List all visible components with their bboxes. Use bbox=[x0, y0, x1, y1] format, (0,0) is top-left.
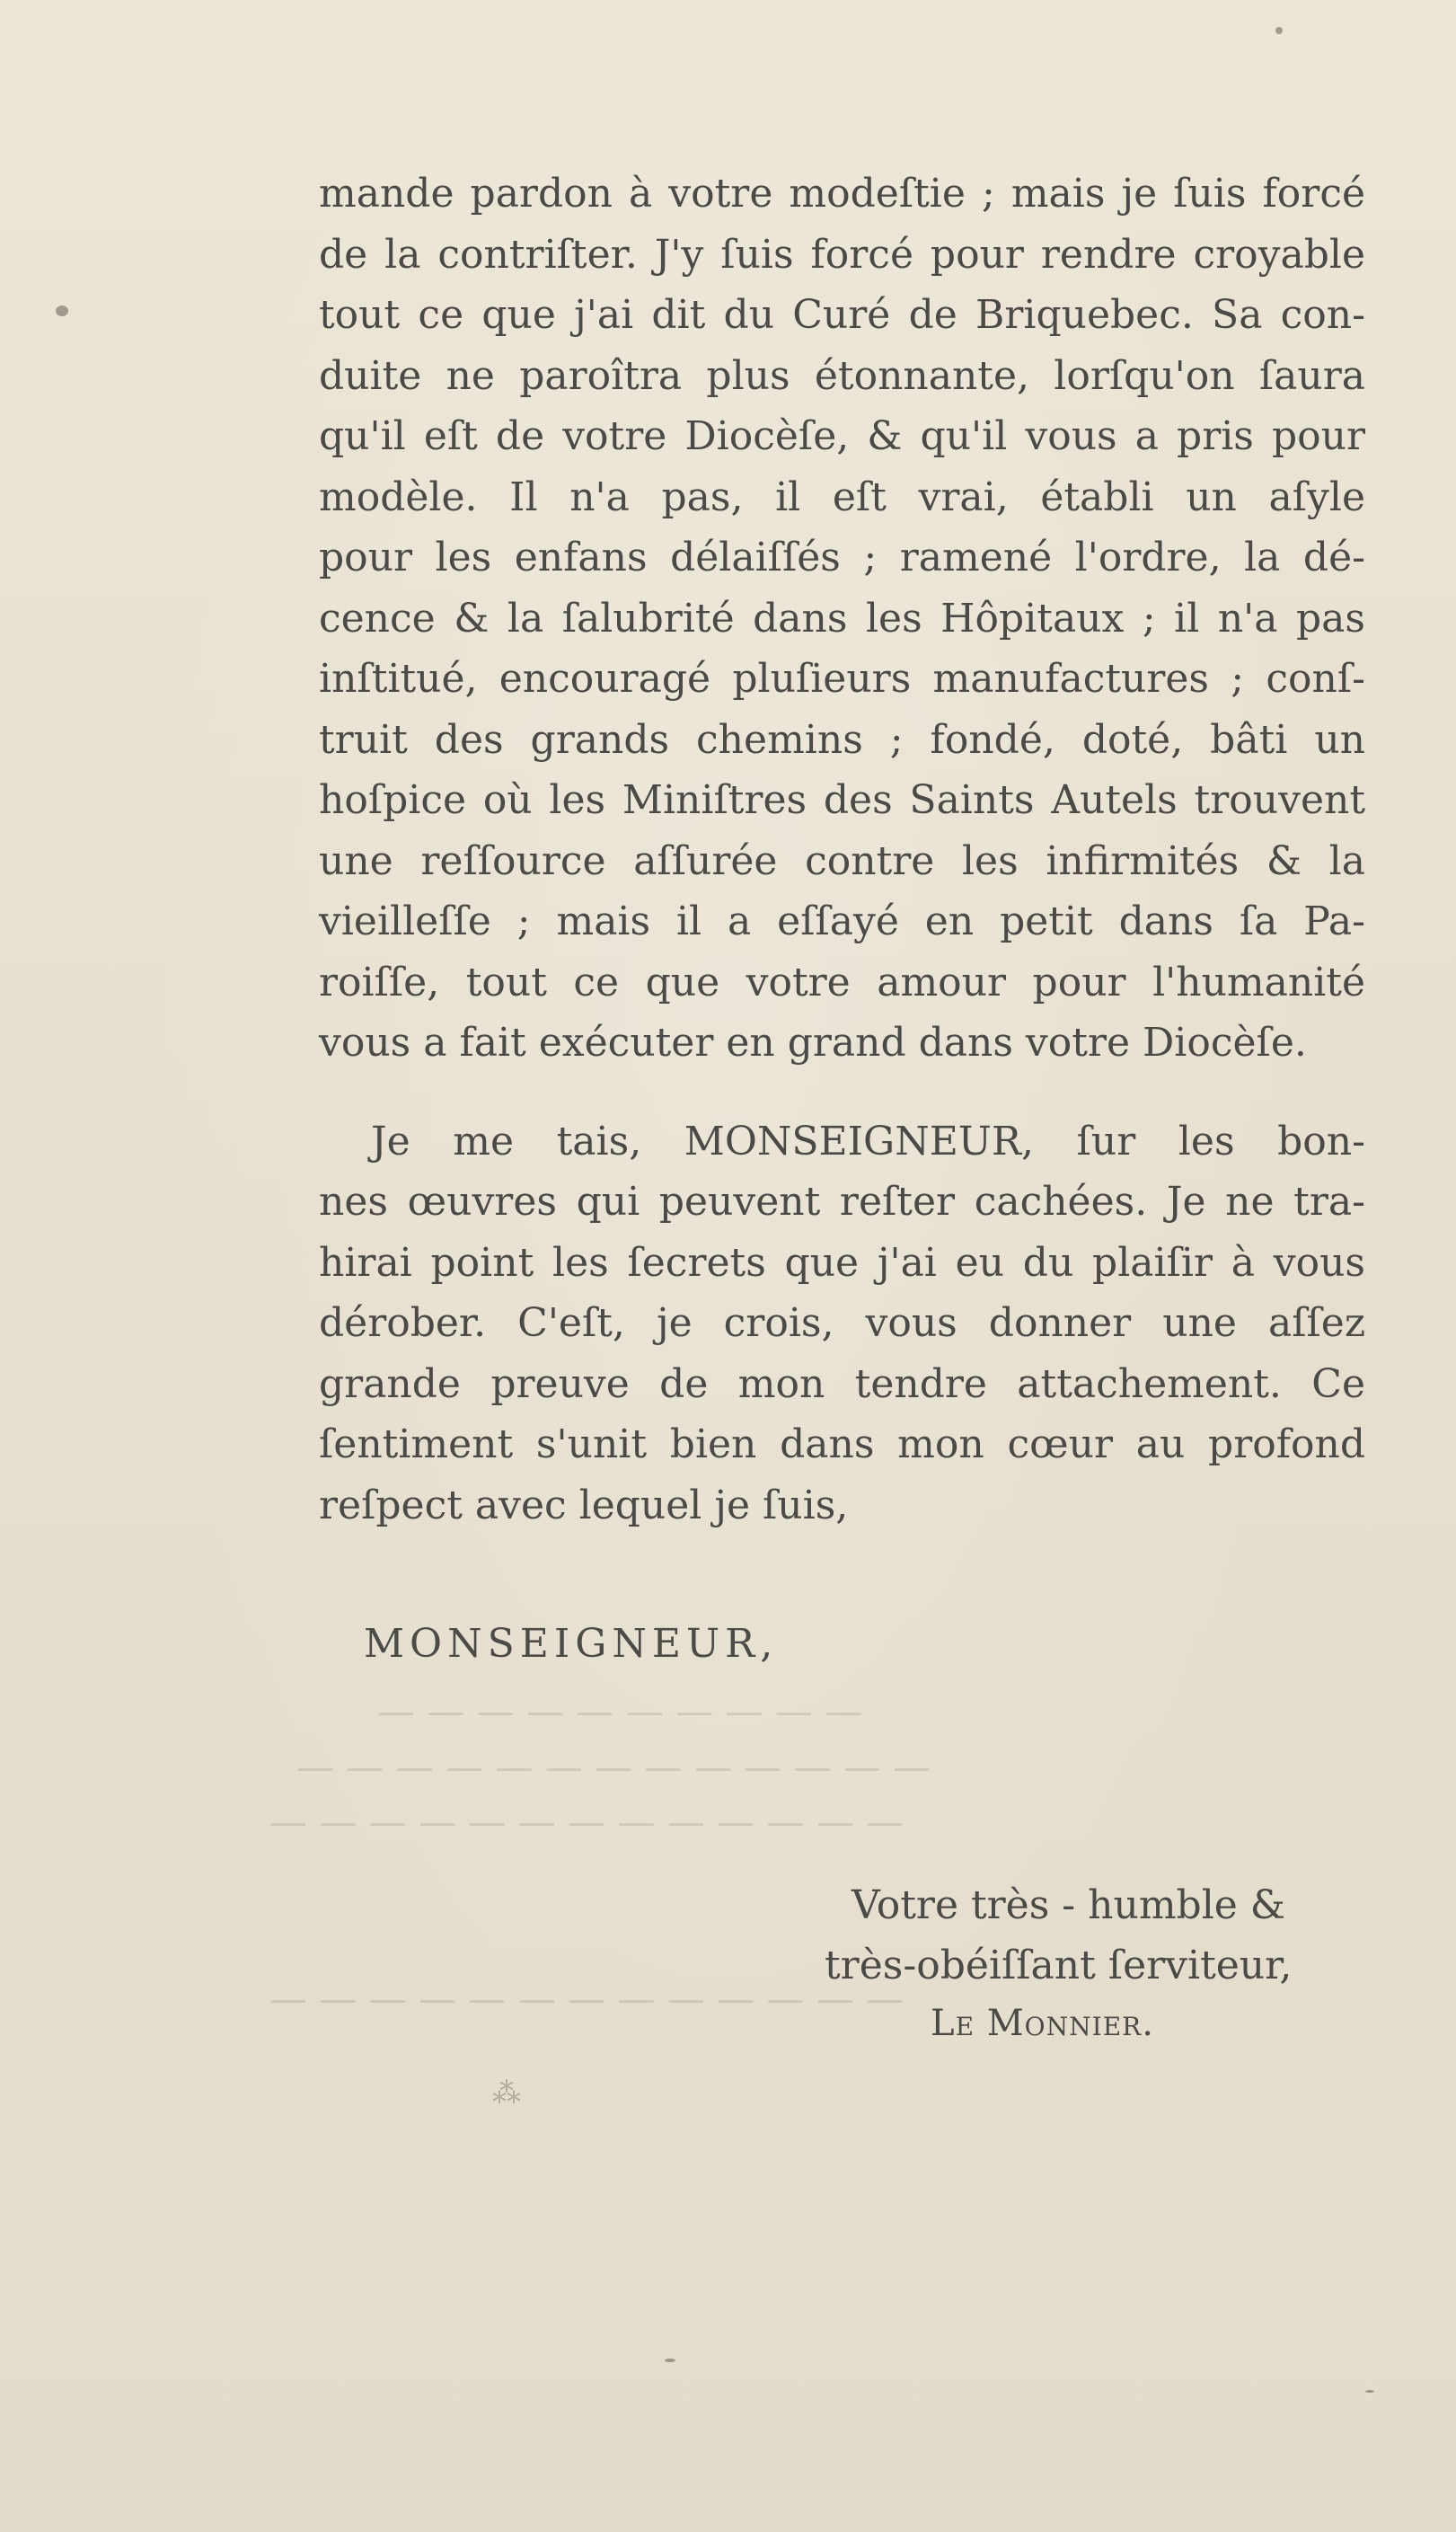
text-line: tout ce que j'ai dit du Curé de Briquebec. Sa con- bbox=[319, 292, 1365, 338]
text-line: ſentiment s'unit bien dans mon cœur au profond bbox=[319, 1421, 1365, 1467]
salutation: MONSEIGNEUR, bbox=[364, 1621, 779, 1667]
closing-line: Votre très - humble & bbox=[852, 1882, 1285, 1928]
paragraph-2 bbox=[319, 1111, 1365, 1536]
text-line: hirai point les ſecrets que j'ai eu du plaiſir à vous bbox=[319, 1239, 1365, 1286]
text-line: cence & la ſalubrité dans les Hôpitaux ; il n'a pas bbox=[319, 595, 1365, 642]
paper-speck bbox=[56, 305, 68, 316]
text-line: pour les enfans délaiſſés ; ramené l'ordre, la dé- bbox=[319, 535, 1365, 580]
text-line: reſpect avec lequel je ſuis, bbox=[319, 1482, 849, 1528]
text-line: hoſpice où les Miniſtres des Saints Autels trouvent bbox=[319, 777, 1365, 823]
paper-speck bbox=[1275, 27, 1283, 34]
text-line: mande pardon à votre modeſtie ; mais je ſuis forcé bbox=[319, 171, 1365, 217]
text-line: qu'il eſt de votre Diocèſe, & qu'il vous a pris pour bbox=[319, 413, 1365, 459]
text-line: inſtitué, encouragé pluſieurs manufactures ; conſ- bbox=[319, 656, 1365, 702]
text-line: Je me tais, MONSEIGNEUR, ſur les bon- bbox=[371, 1118, 1365, 1164]
closing-line: très-obéiſſant ſerviteur, bbox=[825, 1943, 1293, 1988]
text-line: duite ne paroîtra plus étonnante, lorſqu'on ſaura bbox=[319, 352, 1365, 399]
text-line: roiſſe, tout ce que votre amour pour l'humanité bbox=[319, 959, 1365, 1005]
show-through-text: — — — — — — — — — — bbox=[377, 1689, 863, 1733]
text-line: de la contriſter. J'y ſuis forcé pour rendre croyable bbox=[319, 231, 1365, 278]
paper-speck bbox=[665, 2359, 675, 2362]
text-line: vieilleſſe ; mais il a eſſayé en petit dans ſa Pa- bbox=[319, 899, 1365, 944]
paper-speck bbox=[1365, 2390, 1374, 2393]
show-through-text: — — — — — — — — — — — — — bbox=[269, 1800, 904, 1844]
show-through-text: — — — — — — — — — — — — — bbox=[269, 1977, 904, 2021]
text-line: nes œuvres qui peuvent reſter cachées. Je ne tra- bbox=[319, 1179, 1365, 1225]
letter-body bbox=[319, 164, 1365, 1536]
show-through-text: — — — — — — — — — — — — — bbox=[296, 1745, 931, 1789]
text-line: vous a fait exécuter en grand dans votre Diocèſe. bbox=[319, 1020, 1307, 1066]
text-line: modèle. Il n'a pas, il eſt vrai, établi un aſyle bbox=[319, 474, 1365, 520]
printer-mark: ⁂ bbox=[492, 2076, 521, 2110]
paragraph-1 bbox=[319, 164, 1365, 1074]
signature: Le Monnier. bbox=[931, 2003, 1154, 2044]
text-line: grande preuve de mon tendre attachement. Ce bbox=[319, 1360, 1365, 1407]
text-line: une reſſource aſſurée contre les infirmités & la bbox=[319, 837, 1365, 884]
text-line: dérober. C'eſt, je crois, vous donner une aſſez bbox=[319, 1300, 1365, 1346]
text-line: truit des grands chemins ; fondé, doté, bâti un bbox=[319, 716, 1365, 763]
